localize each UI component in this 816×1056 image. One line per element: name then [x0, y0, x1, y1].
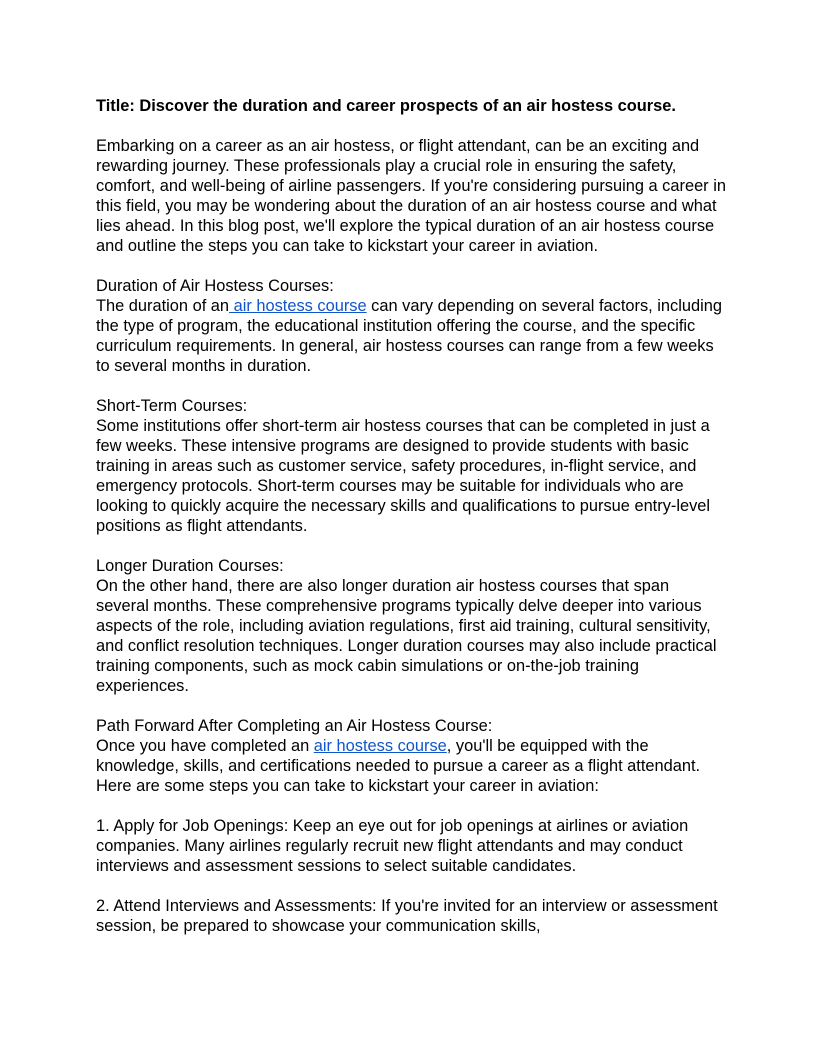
duration-heading: Duration of Air Hostess Courses: — [96, 277, 334, 295]
duration-text-after-link: can vary depending on several factors, including the type of program, the educational institution offering the course, and the specific curriculum requirements. In general, air hostess courses can range from a few weeks to several months in duration. — [96, 297, 722, 375]
document-page — [96, 96, 726, 956]
path-forward-heading: Path Forward After Completing an Air Hostess Course: — [96, 717, 493, 735]
short-term-section — [96, 396, 726, 536]
air-hostess-course-link-1[interactable]: air hostess course — [229, 297, 367, 315]
step-2-paragraph: 2. Attend Interviews and Assessments: If you're invited for an interview or assessment session, be prepared to showcase your communication skills, — [96, 897, 718, 935]
longer-duration-section — [96, 556, 726, 696]
intro-paragraph: Embarking on a career as an air hostess, or flight attendant, can be an exciting and rewarding journey. These professionals play a crucial role in ensuring the safety, comfort, and well-being of airline passengers. If you're considering pursuing a career in this field, you may be wondering about the duration of an air hostess course and what lies ahead. In this blog post, we'll explore the typical duration of an air hostess course and outline the steps you can take to kickstart your career in aviation. — [96, 137, 726, 255]
longer-duration-heading: Longer Duration Courses: — [96, 557, 284, 575]
air-hostess-course-link-2[interactable]: air hostess course — [313, 737, 447, 755]
step-1-paragraph: 1. Apply for Job Openings: Keep an eye out for job openings at airlines or aviation companies. Many airlines regularly recruit new flight attendants and may conduct interviews and assessment sessions to select suitable candidates. — [96, 817, 689, 875]
longer-duration-body: On the other hand, there are also longer duration air hostess courses that span several months. These comprehensive programs typically delve deeper into various aspects of the role, including aviation regulations, first aid training, cultural sensitivity, and conflict resolution techniques. Longer duration courses may also include practical training components, such as mock cabin simulations or on-the-job training experiences. — [96, 577, 717, 695]
document-title: Title: Discover the duration and career prospects of an air hostess course. — [96, 97, 676, 115]
duration-text-before-link: The duration of an — [96, 297, 230, 315]
short-term-body: Some institutions offer short-term air hostess courses that can be completed in just a few weeks. These intensive programs are designed to provide students with basic training in areas such as customer service, safety procedures, in-flight service, and emergency protocols. Short-term courses may be suitable for individuals who are looking to quickly acquire the necessary skills and qualifications to pursue entry-level positions as flight attendants. — [96, 417, 711, 535]
duration-section — [96, 276, 726, 376]
path-forward-text-after-link: , you'll be equipped with the knowledge, skills, and certifications needed to pursue a career as a flight attendant. Here are some steps you can take to kickstart your career in aviation: — [96, 737, 701, 795]
short-term-heading: Short-Term Courses: — [96, 397, 248, 415]
path-forward-section — [96, 716, 726, 796]
path-forward-text-before-link: Once you have completed an — [96, 737, 314, 755]
